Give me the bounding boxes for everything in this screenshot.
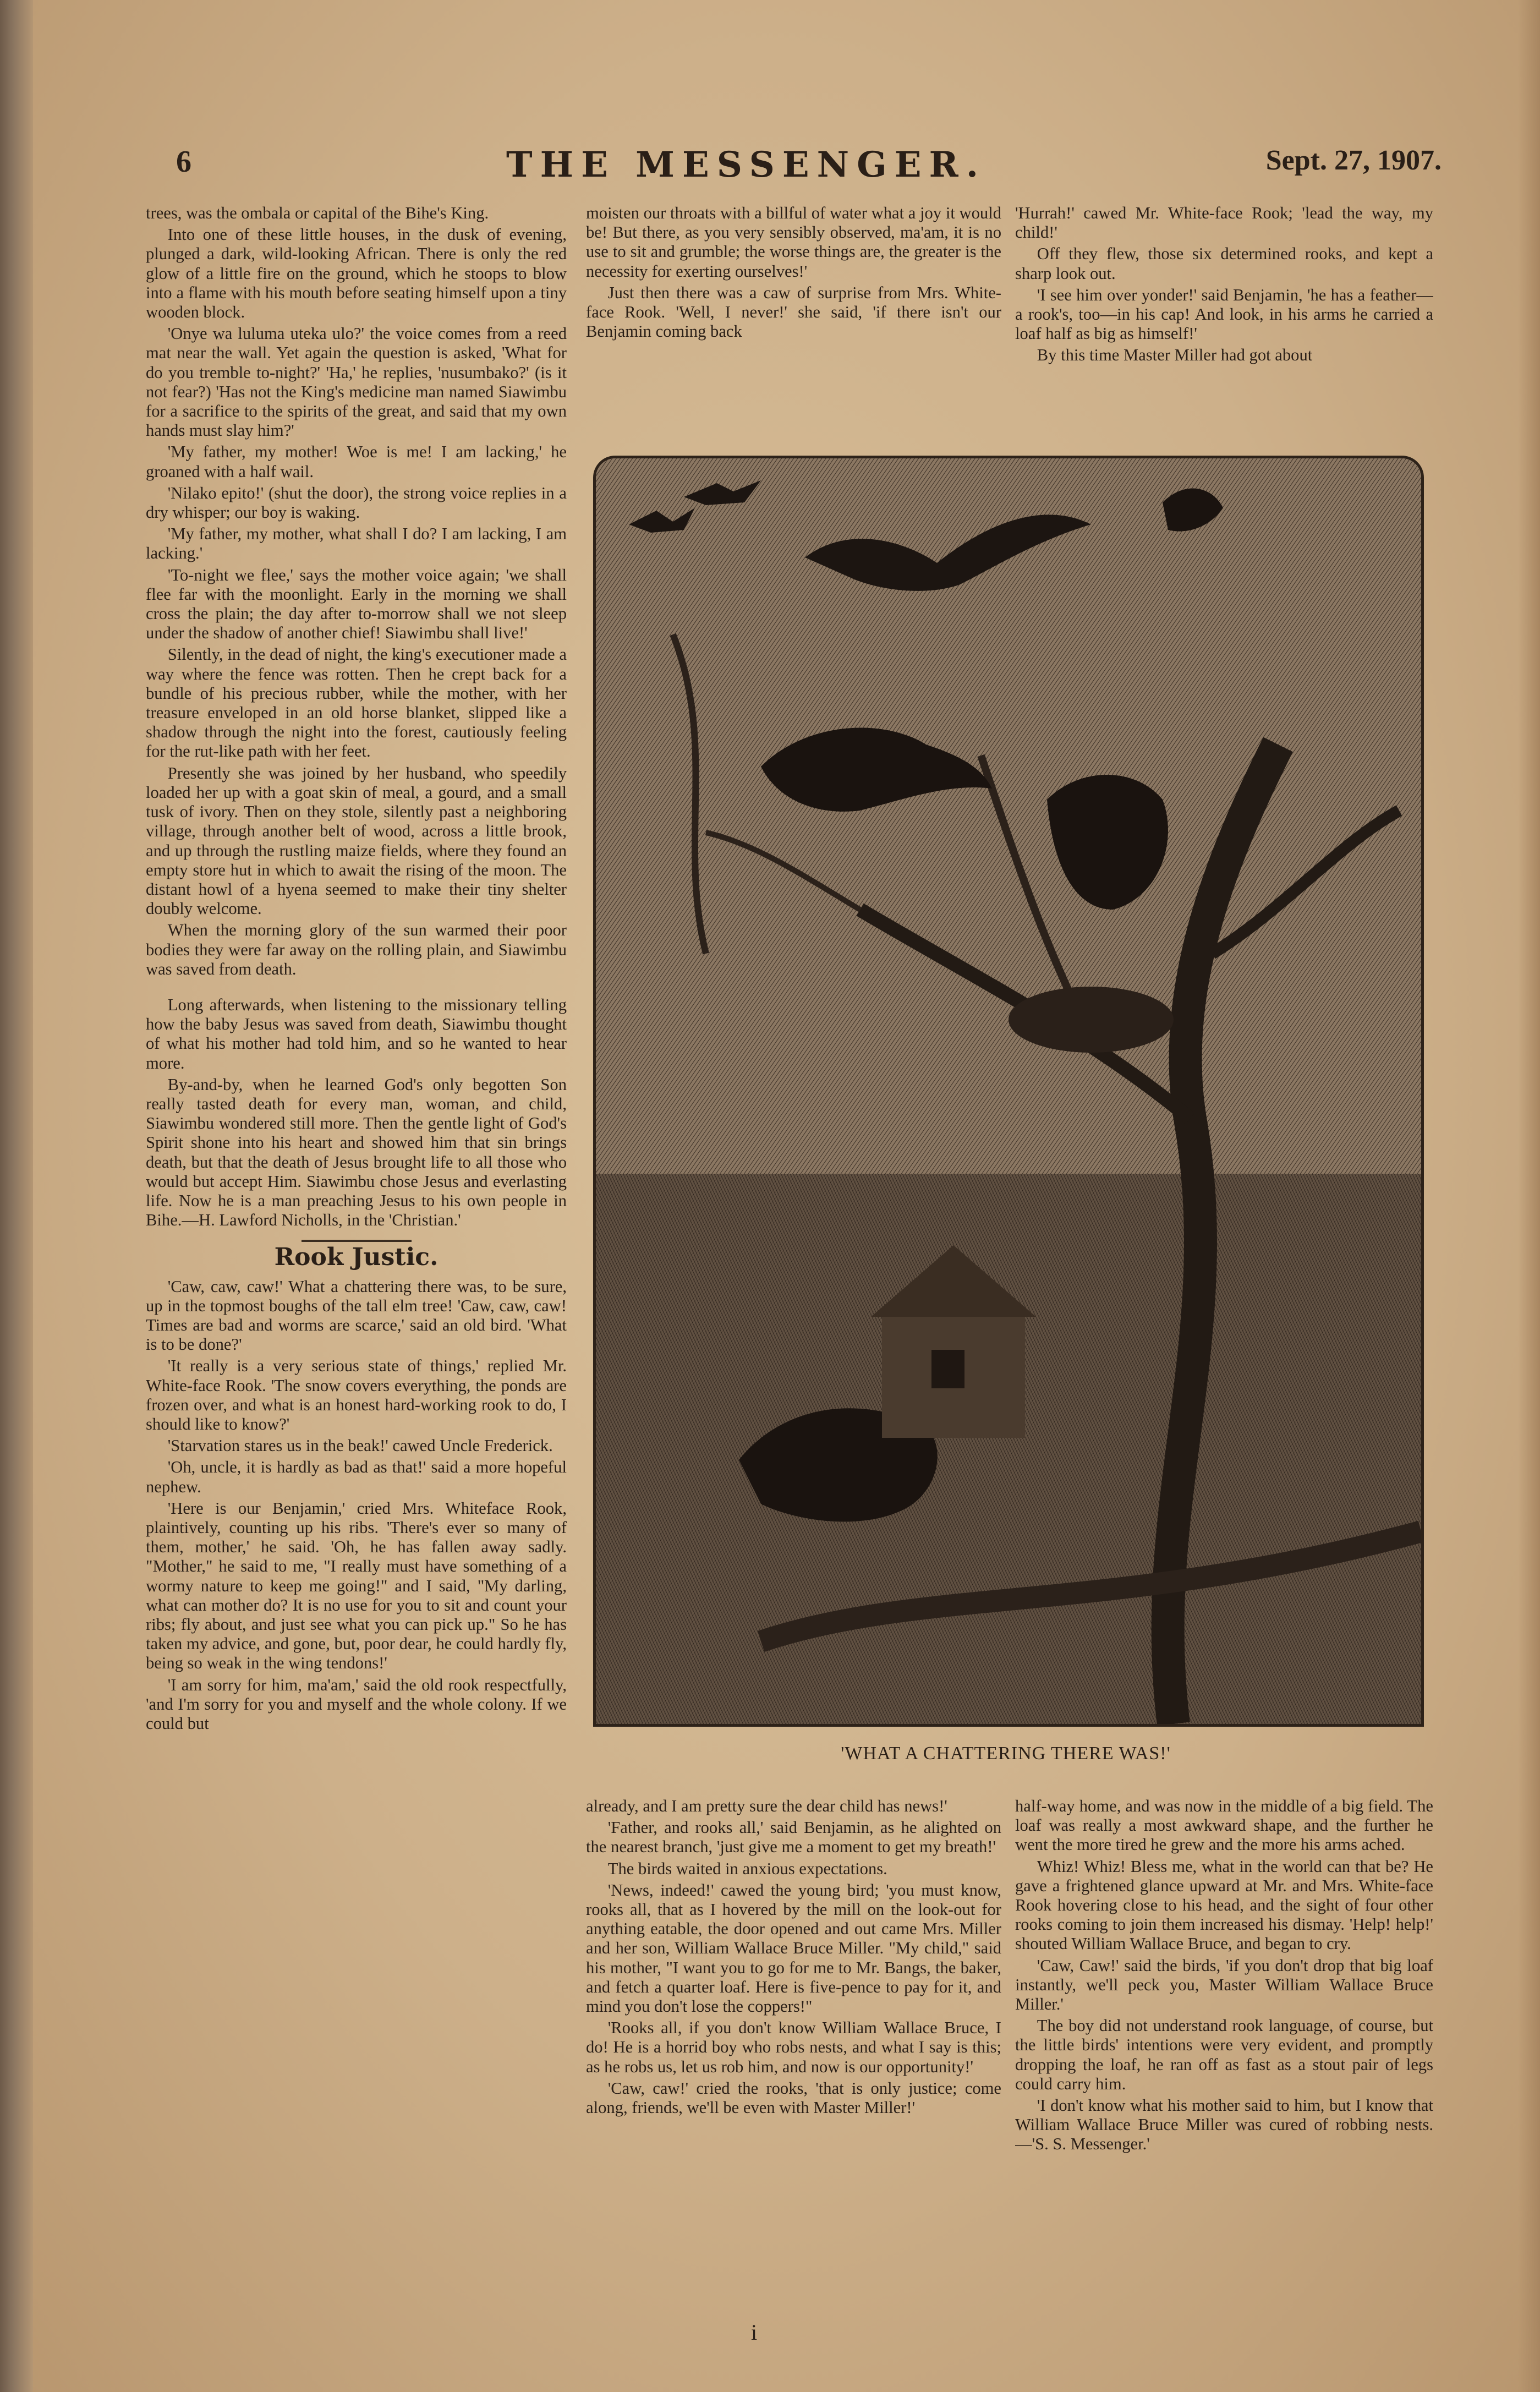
binding-spine bbox=[0, 0, 33, 2392]
section-divider bbox=[302, 1240, 412, 1242]
paragraph: By this time Master Miller had got about bbox=[1037, 346, 1313, 365]
paragraph: Long afterwards, when listening to the missionary telling how the baby Jesus was saved from death, Siawimbu thought of what his mother had told him, and so he wanted to hear more. bbox=[146, 995, 567, 1072]
paragraph: Off they flew, those six determined rooks, and kept a sharp look out. bbox=[1015, 244, 1433, 283]
paragraph: 'Caw, caw!' cried the rooks, 'that is only justice; come along, friends, we'll be even with Master Miller!' bbox=[586, 2078, 1001, 2117]
paragraph: 'Starvation stares us in the beak!' cawed Uncle Frederick. bbox=[167, 1436, 553, 1455]
paragraph: 'Here is our Benjamin,' cried Mrs. Whiteface Rook, plaintively, counting up his ribs. 'There's ever so many of them, mother,' he said. 'Oh, he has fallen away sadly. "Mother," he said to me, "I really must have something of a wormy nature to keep me going!" and I said, "My darling, what can mother do? It is no use for you to sit and count your ribs; fly about, and just see what you can pick up." So he has taken my advice, and gone, but, poor dear, he could hardly fly, being so weak in the wing tendons!' bbox=[146, 1498, 567, 1673]
column-2-top bbox=[586, 204, 1001, 402]
issue-date: Sept. 27, 1907. bbox=[1265, 145, 1442, 176]
paragraph: moisten our throats with a billful of water what a joy it would be! But there, as you very sensibly observed, ma'am, it is no use to sit and grumble; the worse things are, the greater is the necessity for exerting ourselves!' bbox=[586, 204, 1001, 281]
paragraph: 'It really is a very serious state of things,' replied Mr. White-face Rook. 'The snow covers everything, the ponds are frozen over, and what is an honest hard-working rook to do, I should like to know?' bbox=[146, 1356, 567, 1433]
paragraph: half-way home, and was now in the middle of a big field. The loaf was really a most awkward shape, and the further he went the more tired he grew and the more his arms ached. bbox=[1015, 1797, 1433, 1854]
paragraph: 'News, indeed!' cawed the young bird; 'you must know, rooks all, that as I hovered by the mill on the look-out for anything eatable, the door opened and out came Mrs. Miller and her son, William Wallace Bruce Miller. "My child," said his mother, "I want you to go for me to Mr. Bangs, the baker, and fetch a quarter loaf. Here is five-pence to pay for it, and mind you don't lose the coppers!" bbox=[586, 1880, 1001, 2016]
column-1 bbox=[146, 204, 567, 2198]
newspaper-title: THE MESSENGER. bbox=[506, 144, 986, 185]
paragraph: Just then there was a caw of surprise from Mrs. White-face Rook. 'Well, I never!' she said, 'if there isn't our Benjamin coming back bbox=[586, 283, 1001, 341]
rooks-illustration bbox=[593, 456, 1424, 1727]
illustration-caption: 'WHAT A CHATTERING THERE WAS!' bbox=[841, 1743, 1171, 1764]
column-3-bottom bbox=[1015, 1797, 1433, 2253]
paragraph: Presently she was joined by her husband, who speedily loaded her up with a goat skin of meal, a gourd, and a small tusk of ivory. Then on they stole, silently past a neighboring village, through another belt of wood, across a little brook, and up through the rustling maize fields, where they found an empty store hut in which to await the rising of the moon. The distant howl of a hyena seemed to make their tiny shelter doubly welcome. bbox=[146, 763, 567, 918]
masthead bbox=[176, 144, 1442, 194]
paragraph: already, and I am pretty sure the dear child has news!' bbox=[586, 1797, 947, 1815]
paragraph: When the morning glory of the sun warmed their poor bodies they were far away on the rolling plain, and Siawimbu was saved from death. bbox=[146, 921, 567, 978]
paragraph: Silently, in the dead of night, the king's executioner made a way where the fence was rotten. Then he crept back for a bundle of his precious rubber, while the mother, with her treasure enveloped in an old horse blanket, slipped like a shadow through the night into the forest, cautiously feeling for the rut-like path with her feet. bbox=[146, 645, 567, 761]
page-edge bbox=[1518, 0, 1540, 2392]
paragraph: 'Father, and rooks all,' said Benjamin, as he alighted on the nearest branch, 'just give me a moment to get my breath!' bbox=[586, 1818, 1001, 1857]
paragraph: 'Caw, Caw!' said the birds, 'if you don't drop that big loaf instantly, we'll peck you, Master William Wallace Bruce Miller.' bbox=[1015, 1956, 1433, 2014]
paragraph: 'Caw, caw, caw!' What a chattering there was, to be sure, up in the topmost boughs of the tall elm tree! 'Caw, caw, caw! Times are bad and worms are scarce,' said an old bird. 'What is to be done?' bbox=[146, 1277, 567, 1354]
page-number: 6 bbox=[176, 145, 191, 179]
paragraph: 'Nilako epito!' (shut the door), the strong voice replies in a dry whisper; our boy is waking. bbox=[146, 483, 567, 522]
paragraph: 'I see him over yonder!' said Benjamin, 'he has a feather—a rook's, too—in his cap! And look, in his arms he carried a loaf half as big as himself!' bbox=[1015, 285, 1433, 343]
paragraph: By-and-by, when he learned God's only begotten Son really tasted death for every man, woman, and child, Siawimbu wondered still more. Then the gentle light of God's Spirit shone into his heart and showed him that sin brings death, but that the death of Jesus brought life to all those who would but accept Him. Siawimbu chose Jesus and everlasting life. Now he is a man preaching Jesus to his own people in Bihe.—H. Lawford Nicholls, in the 'Christian.' bbox=[146, 1075, 567, 1230]
engraving-image bbox=[596, 458, 1421, 1724]
paragraph: 'My father, my mother, what shall I do? I am lacking, I am lacking.' bbox=[146, 524, 567, 563]
column-2-bottom bbox=[586, 1797, 1001, 2237]
paragraph: 'Rooks all, if you don't know William Wallace Bruce, I do! He is a horrid boy who robs nests, and what I say is this; as he robs us, let us rob him, and now is our opportunity!' bbox=[586, 2018, 1001, 2076]
paragraph: The birds waited in anxious expectations. bbox=[607, 1859, 887, 1878]
footer-mark: i bbox=[751, 2320, 758, 2345]
paragraph: trees, was the ombala or capital of the Bihe's King. bbox=[146, 204, 489, 222]
paragraph: 'Onye wa luluma uteka ulo?' the voice comes from a reed mat near the wall. Yet again the question is asked, 'What for do you tremble to-night?' 'Ha,' he replies, 'nusumbako?' (is it not fear?) 'Has not the King's medicine man named Siawimbu for a sacrifice to the spirits of the great, and said that my own hands must slay him?' bbox=[146, 324, 567, 440]
column-3-top bbox=[1015, 204, 1433, 402]
paragraph: 'I don't know what his mother said to him, but I know that William Wallace Bruce Miller was cured of robbing nests.—'S. S. Messenger.' bbox=[1015, 2096, 1433, 2154]
paragraph: 'To-night we flee,' says the mother voice again; 'we shall flee far with the moonlight. Early in the morning we shall cross the plain; the day after to-morrow shall we not sleep under the shadow of another chief! Siawimbu shall live!' bbox=[146, 565, 567, 643]
paragraph: 'I am sorry for him, ma'am,' said the old rook respectfully, 'and I'm sorry for you and myself and the whole colony. If we could but bbox=[146, 1675, 567, 1733]
story-headline: Rook Justic. bbox=[274, 1243, 439, 1272]
paragraph: The boy did not understand rook language, of course, but the little birds' intentions were very evident, and promptly dropping the loaf, he ran off as fast as a stout pair of legs could carry him. bbox=[1015, 2016, 1433, 2093]
paragraph: 'Oh, uncle, it is hardly as bad as that!' said a more hopeful nephew. bbox=[146, 1458, 567, 1496]
paragraph: 'Hurrah!' cawed Mr. White-face Rook; 'lead the way, my child!' bbox=[1015, 204, 1433, 242]
paragraph: 'My father, my mother! Woe is me! I am lacking,' he groaned with a half wail. bbox=[146, 442, 567, 481]
paragraph: Into one of these little houses, in the dusk of evening, plunged a dark, wild-looking African. There is only the red glow of a little fire on the ground, which he stoops to blow into a flame with his mouth before seating himself upon a tiny wooden block. bbox=[146, 225, 567, 322]
paragraph: Whiz! Whiz! Bless me, what in the world can that be? He gave a frightened glance upward at Mr. and Mrs. White-face Rook hovering close to his head, and the sight of four other rooks coming to join them increased his dismay. 'Help! help!' shouted William Wallace Bruce, and began to cry. bbox=[1015, 1857, 1433, 1953]
